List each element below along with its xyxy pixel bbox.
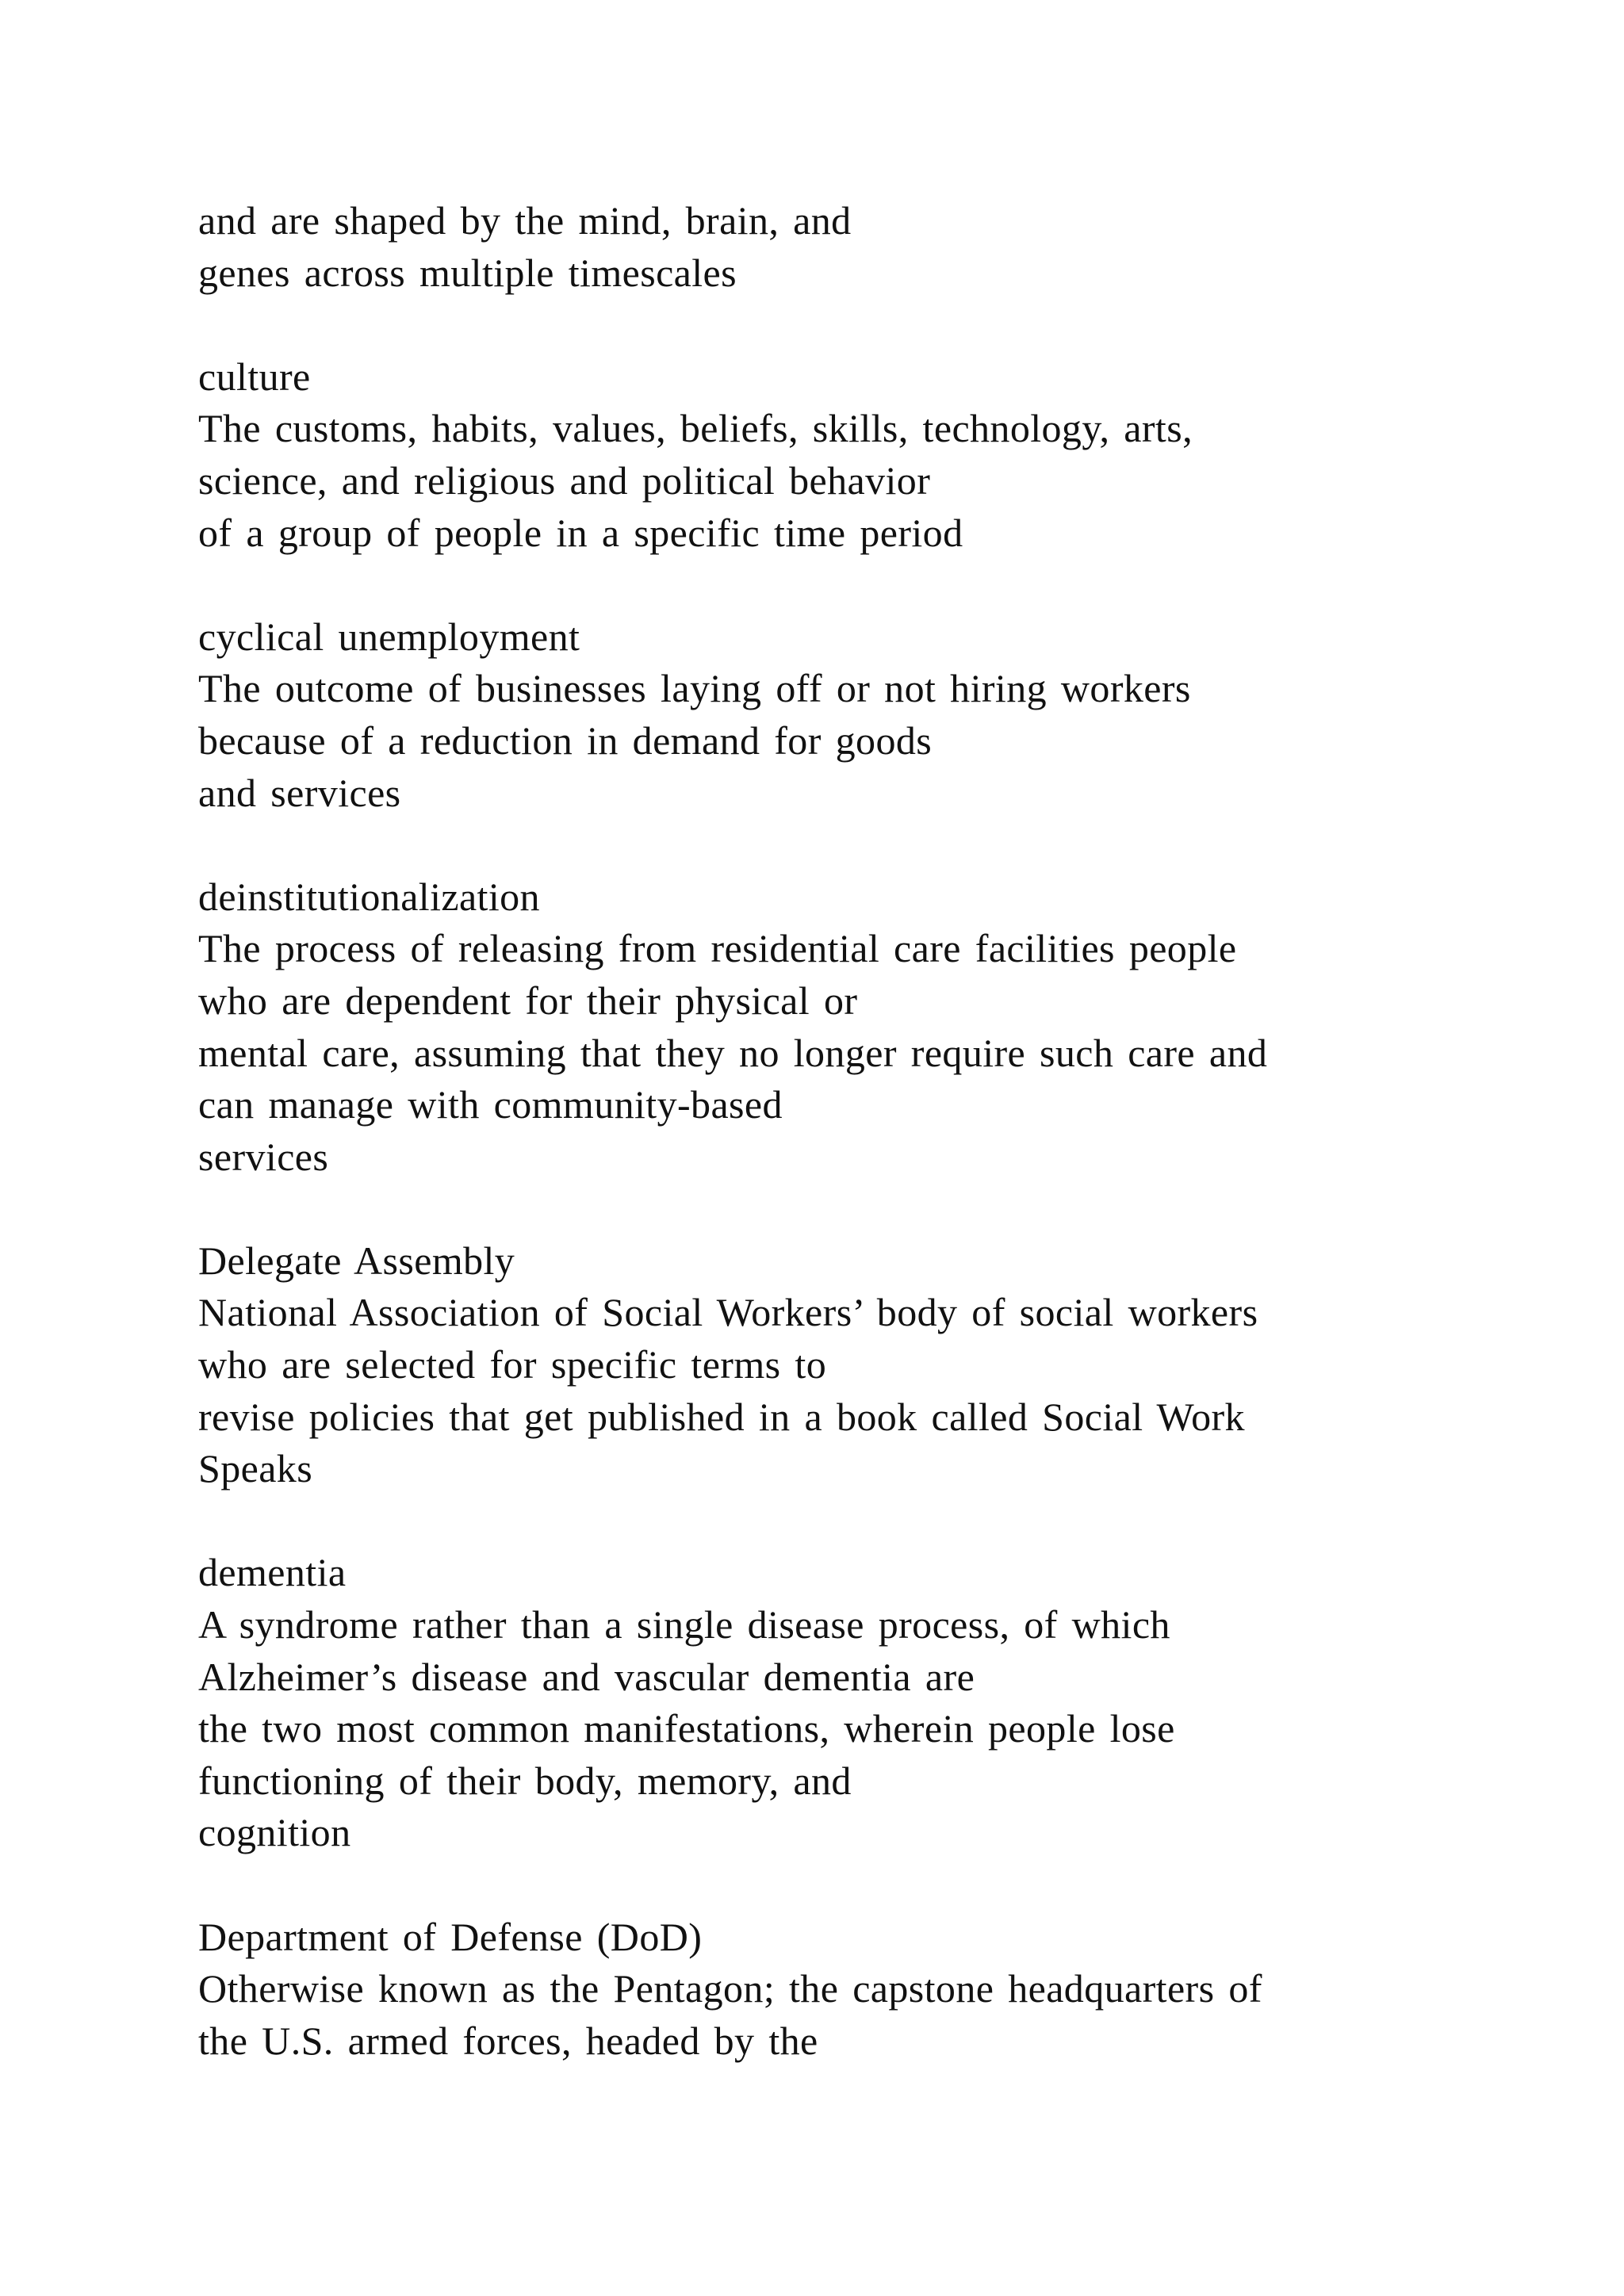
definition-line: The customs, habits, values, beliefs, skills, technology, arts, xyxy=(198,406,1193,451)
definition-line: cognition xyxy=(198,1810,351,1855)
blank-line xyxy=(198,1183,1546,1235)
term-cyclical-unemployment: cyclical unemployment xyxy=(198,614,580,659)
term-culture: culture xyxy=(198,354,311,399)
definition-line: who are dependent for their physical or xyxy=(198,978,858,1023)
definition-line: The process of releasing from residential care facilities people xyxy=(198,926,1237,971)
blank-line xyxy=(198,1495,1546,1548)
definition-line: revise policies that get published in a book called Social Work xyxy=(198,1394,1245,1439)
definition-line: The outcome of businesses laying off or not hiring workers xyxy=(198,666,1191,711)
term-dementia: dementia xyxy=(198,1550,347,1595)
definition-line: of a group of people in a specific time period xyxy=(198,510,963,555)
definition-line: National Association of Social Workers’ body of social workers xyxy=(198,1290,1258,1335)
definition-line: services xyxy=(198,1134,329,1179)
definition-line: the two most common manifestations, wherein people lose xyxy=(198,1706,1175,1751)
text-line: and are shaped by the mind, brain, and xyxy=(198,198,852,243)
definition-line: and services xyxy=(198,770,401,815)
text-line: genes across multiple timescales xyxy=(198,250,737,295)
definition-line: Speaks xyxy=(198,1446,313,1491)
definition-line: Alzheimer’s disease and vascular dementia are xyxy=(198,1654,975,1699)
term-department-of-defense: Department of Defense (DoD) xyxy=(198,1914,703,1959)
definition-line: A syndrome rather than a single disease process, of which xyxy=(198,1602,1170,1647)
blank-line xyxy=(198,299,1546,351)
term-deinstitutionalization: deinstitutionalization xyxy=(198,874,540,919)
definition-line: because of a reduction in demand for goods xyxy=(198,718,933,763)
definition-line: can manage with community-based xyxy=(198,1082,783,1127)
definition-line: science, and religious and political behavior xyxy=(198,457,931,503)
document-text xyxy=(198,195,1546,2067)
definition-line: the U.S. armed forces, headed by the xyxy=(198,2018,818,2063)
blank-line xyxy=(198,559,1546,611)
term-delegate-assembly: Delegate Assembly xyxy=(198,1238,515,1283)
blank-line xyxy=(198,1859,1546,1911)
definition-line: Otherwise known as the Pentagon; the capstone headquarters of xyxy=(198,1966,1262,2011)
blank-line xyxy=(198,819,1546,871)
definition-line: who are selected for specific terms to xyxy=(198,1342,827,1387)
definition-line: functioning of their body, memory, and xyxy=(198,1758,852,1803)
definition-line: mental care, assuming that they no longer require such care and xyxy=(198,1030,1268,1075)
